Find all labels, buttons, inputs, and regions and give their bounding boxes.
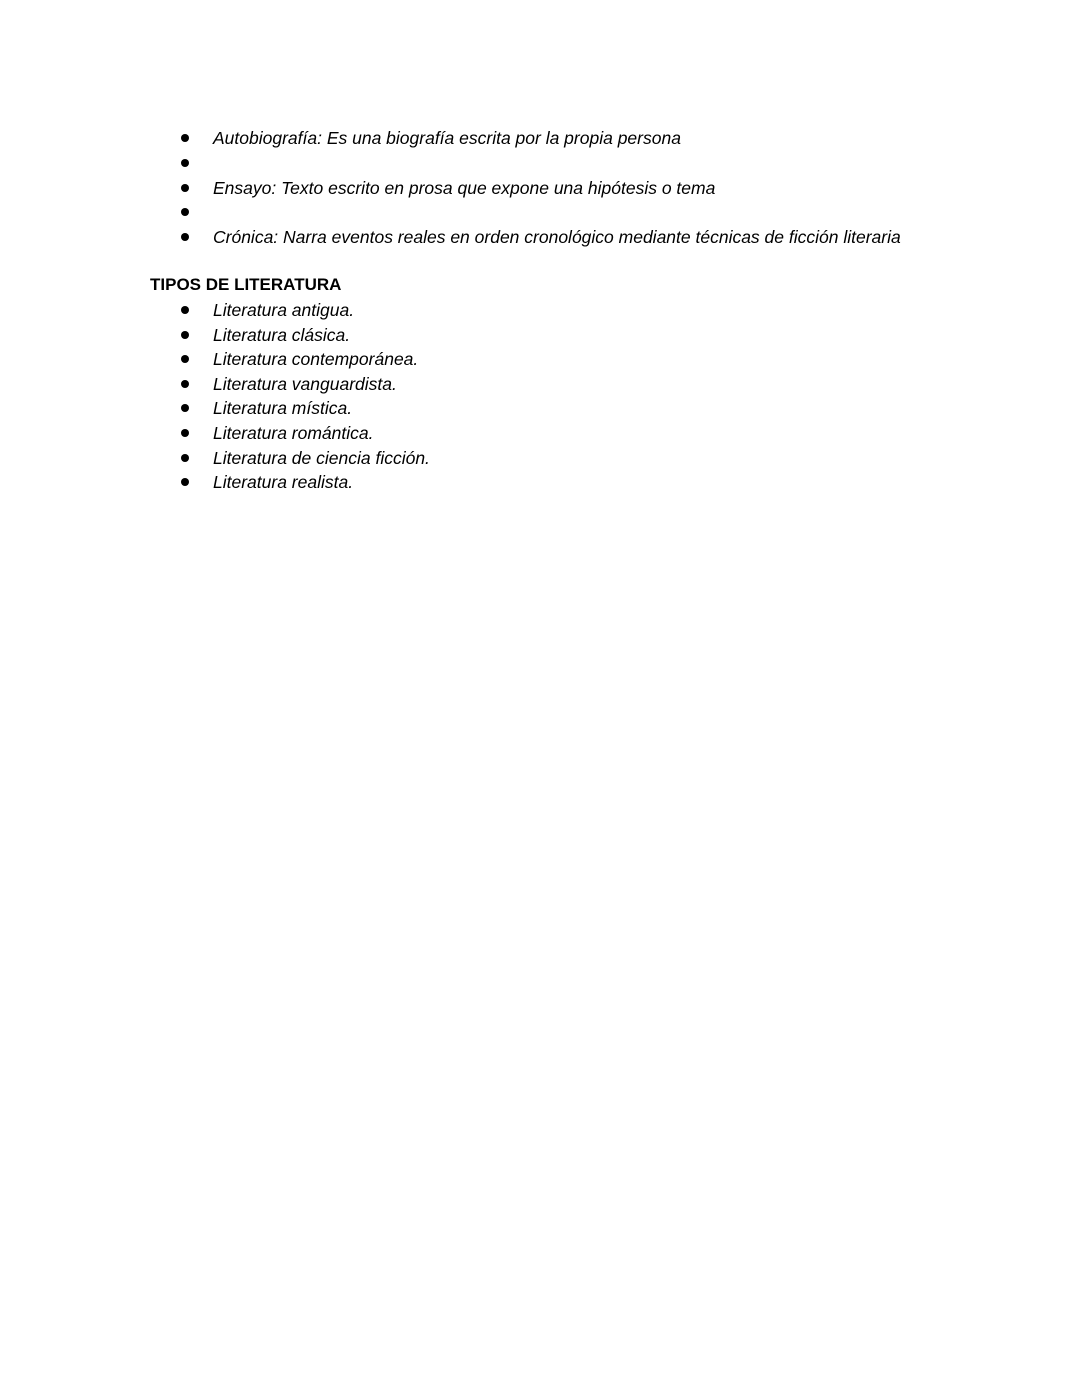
bullet-icon	[181, 429, 189, 437]
bullet-icon	[181, 184, 189, 192]
bullet-icon	[181, 208, 189, 216]
list-item-text: Literatura mística.	[213, 398, 353, 419]
bullet-icon	[181, 306, 189, 314]
bullet-icon	[181, 233, 189, 241]
bullet-icon	[181, 134, 189, 142]
list-item-text: Literatura contemporánea.	[213, 349, 419, 370]
list-item-text: Ensayo: Texto escrito en prosa que expone una hipótesis o tema	[213, 177, 716, 198]
list-item-text: Literatura realista.	[213, 472, 354, 493]
bullet-icon	[181, 331, 189, 339]
list-item-text: Literatura romántica.	[213, 422, 374, 443]
bullet-icon	[181, 355, 189, 363]
list-item-text: Autobiografía: Es una biografía escrita por la propia persona	[213, 128, 681, 148]
list-item-text: Literatura antigua.	[213, 300, 355, 320]
list-item-text: Literatura de ciencia ficción.	[213, 447, 430, 468]
list-item-text: Literatura vanguardista.	[213, 373, 397, 394]
list-item-text: Crónica: Narra eventos reales en orden cronológico mediante técnicas de ficción literaria	[213, 227, 901, 247]
bullet-icon	[181, 478, 189, 486]
bullet-icon	[181, 404, 189, 412]
bullet-icon	[181, 454, 189, 462]
bullet-icon	[181, 159, 189, 167]
list-item-text: Literatura clásica.	[213, 324, 351, 345]
bullet-icon	[181, 380, 189, 388]
section-heading: TIPOS DE LITERATURA	[150, 275, 342, 294]
